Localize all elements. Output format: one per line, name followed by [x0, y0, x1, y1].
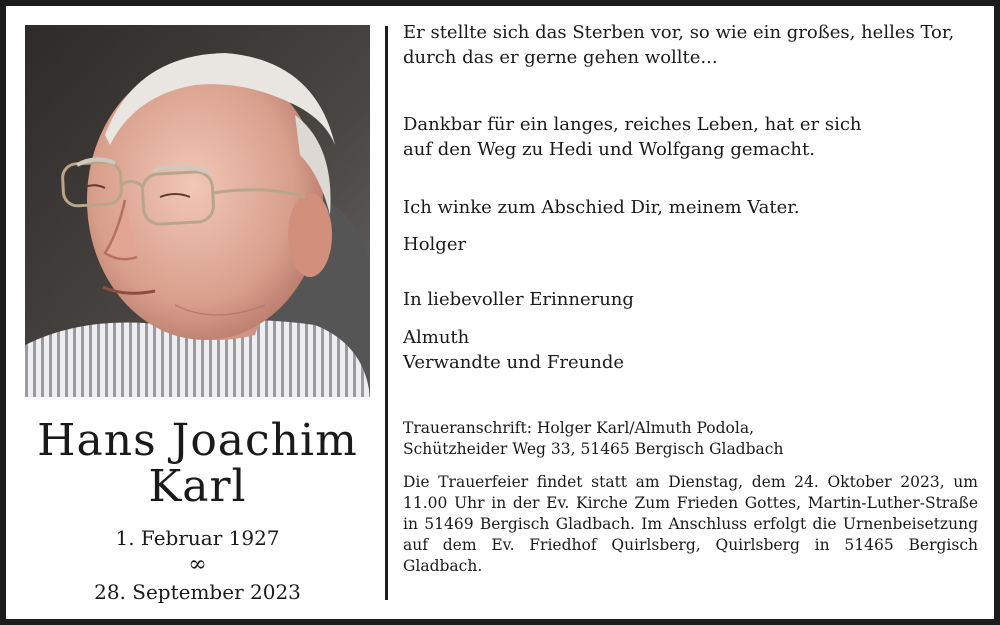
- poem-line-1: Er stellte sich das Sterben vor, so wie ein großes, helles Tor,: [403, 22, 955, 43]
- name-and-dates: [20, 415, 375, 606]
- death-date: 28. September 2023: [94, 580, 301, 604]
- mourning-address-line-2: Schützheider Weg 33, 51465 Bergisch Gladbach: [403, 440, 784, 458]
- signature-relatives: Verwandte und Freunde: [403, 352, 625, 373]
- thanks-line-1: Dankbar für ein langes, reiches Leben, hat er sich: [403, 114, 862, 135]
- poem-line-2: durch das er gerne gehen wollte...: [403, 47, 718, 68]
- portrait-photo: [25, 25, 370, 397]
- signature-holger: Holger: [403, 234, 467, 255]
- signature-almuth: Almuth: [403, 327, 470, 348]
- mourning-address-line-1: Traueranschrift: Holger Karl/Almuth Podola,: [403, 419, 755, 437]
- deceased-first-names: Hans Joachim: [37, 415, 358, 466]
- text-column: [403, 20, 978, 577]
- thanks-line-2: auf den Weg zu Hedi und Wolfgang gemacht.: [403, 139, 815, 160]
- deceased-surname: Karl: [148, 461, 247, 512]
- memory-line: In liebevoller Erinnerung: [403, 289, 634, 310]
- vertical-divider: [385, 26, 388, 600]
- farewell-line: Ich winke zum Abschied Dir, meinem Vater.: [403, 197, 800, 218]
- infinity-icon: ∞: [188, 552, 207, 577]
- birth-date: 1. Februar 1927: [115, 526, 280, 550]
- funeral-service-info: Die Trauerfeier findet statt am Dienstag, dem 24. Oktober 2023, um 11.00 Uhr in der Ev. Kirche Zum Frieden Gottes, Martin-Luther-Straße in 51469 Bergisch Gladbach. Im Anschluss erfolgt die Urnenbeisetzung auf dem Ev. Friedhof Quirlsberg, Quirlsberg in 51465 Bergisch Gladbach.: [403, 473, 978, 575]
- portrait-illustration: [25, 25, 370, 397]
